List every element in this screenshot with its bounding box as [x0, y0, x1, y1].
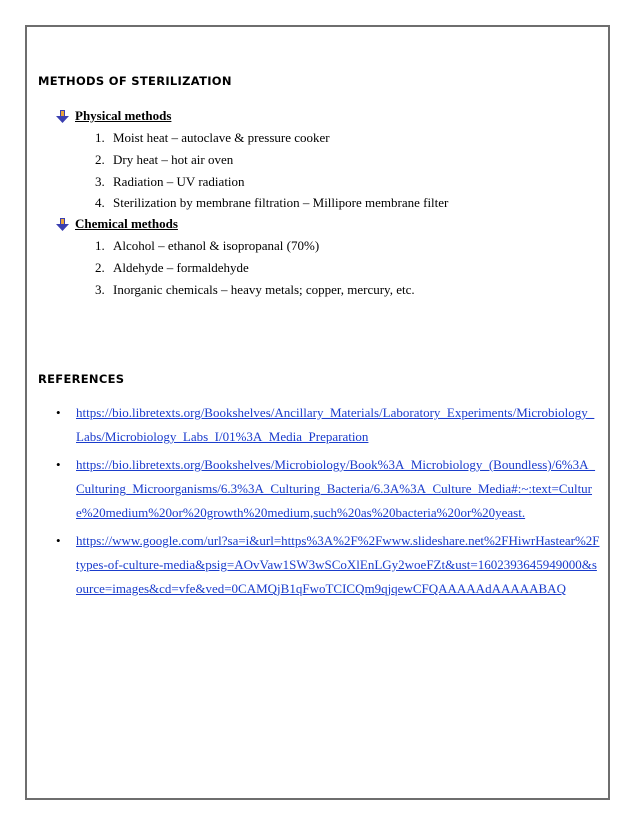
chemical-methods-heading: [56, 216, 178, 232]
physical-methods-heading: [56, 108, 171, 124]
list-item: 1. Moist heat – autoclave & pressure cooker: [95, 130, 330, 145]
reference-item: [56, 401, 602, 449]
bullet: •: [56, 457, 61, 472]
reference-link[interactable]: https://bio.libretexts.org/Bookshelves/Microbiology/Book%3A_Microbiology_(Boundless)/6%3A_Culturing_Microorganisms/6.3%3A_Culturing_Bacteria/6.3A%3A_Culture_Media#:~:text=Culture%20medium%20or%20growth%20medium,such%20as%20bacteria%20or%20yeast.: [76, 457, 596, 520]
list-item: 2. Dry heat – hot air oven: [95, 152, 234, 167]
reference-item: [56, 453, 602, 525]
arrow-down-icon: [56, 110, 69, 123]
chemical-methods-label: Chemical methods: [75, 216, 178, 231]
bullet: •: [56, 405, 61, 420]
reference-link[interactable]: https://bio.libretexts.org/Bookshelves/Ancillary_Materials/Laboratory_Experiments/Microbiology_Labs/Microbiology_Labs_I/01%3A_Media_Preparation: [76, 405, 595, 444]
methods-heading: METHODS OF STERILIZATION: [38, 74, 232, 88]
reference-link[interactable]: https://www.google.com/url?sa=i&url=https%3A%2F%2Fwww.slideshare.net%2FHiwrHastear%2Ftypes-of-culture-media&psig=AOvVaw1SW3wSCoXlEnLGy2woeFZt&ust=1602393645949000&source=images&cd=vfe&ved=0CAMQjB1qFwoTCICQm9qjqewCFQAAAAAdAAAAABAQ: [76, 533, 600, 596]
list-item: 3. Inorganic chemicals – heavy metals; copper, mercury, etc.: [95, 282, 415, 297]
list-item: 2. Aldehyde – formaldehyde: [95, 260, 249, 275]
list-item: 4. Sterilization by membrane filtration – Millipore membrane filter: [95, 195, 449, 210]
bullet: •: [56, 533, 61, 548]
references-heading: REFERENCES: [38, 372, 125, 386]
list-item: 3. Radiation – UV radiation: [95, 174, 245, 189]
physical-methods-label: Physical methods: [75, 108, 172, 123]
list-item: 1. Alcohol – ethanol & isopropanal (70%): [95, 238, 320, 253]
reference-item: [56, 529, 602, 601]
arrow-down-icon: [56, 218, 69, 231]
